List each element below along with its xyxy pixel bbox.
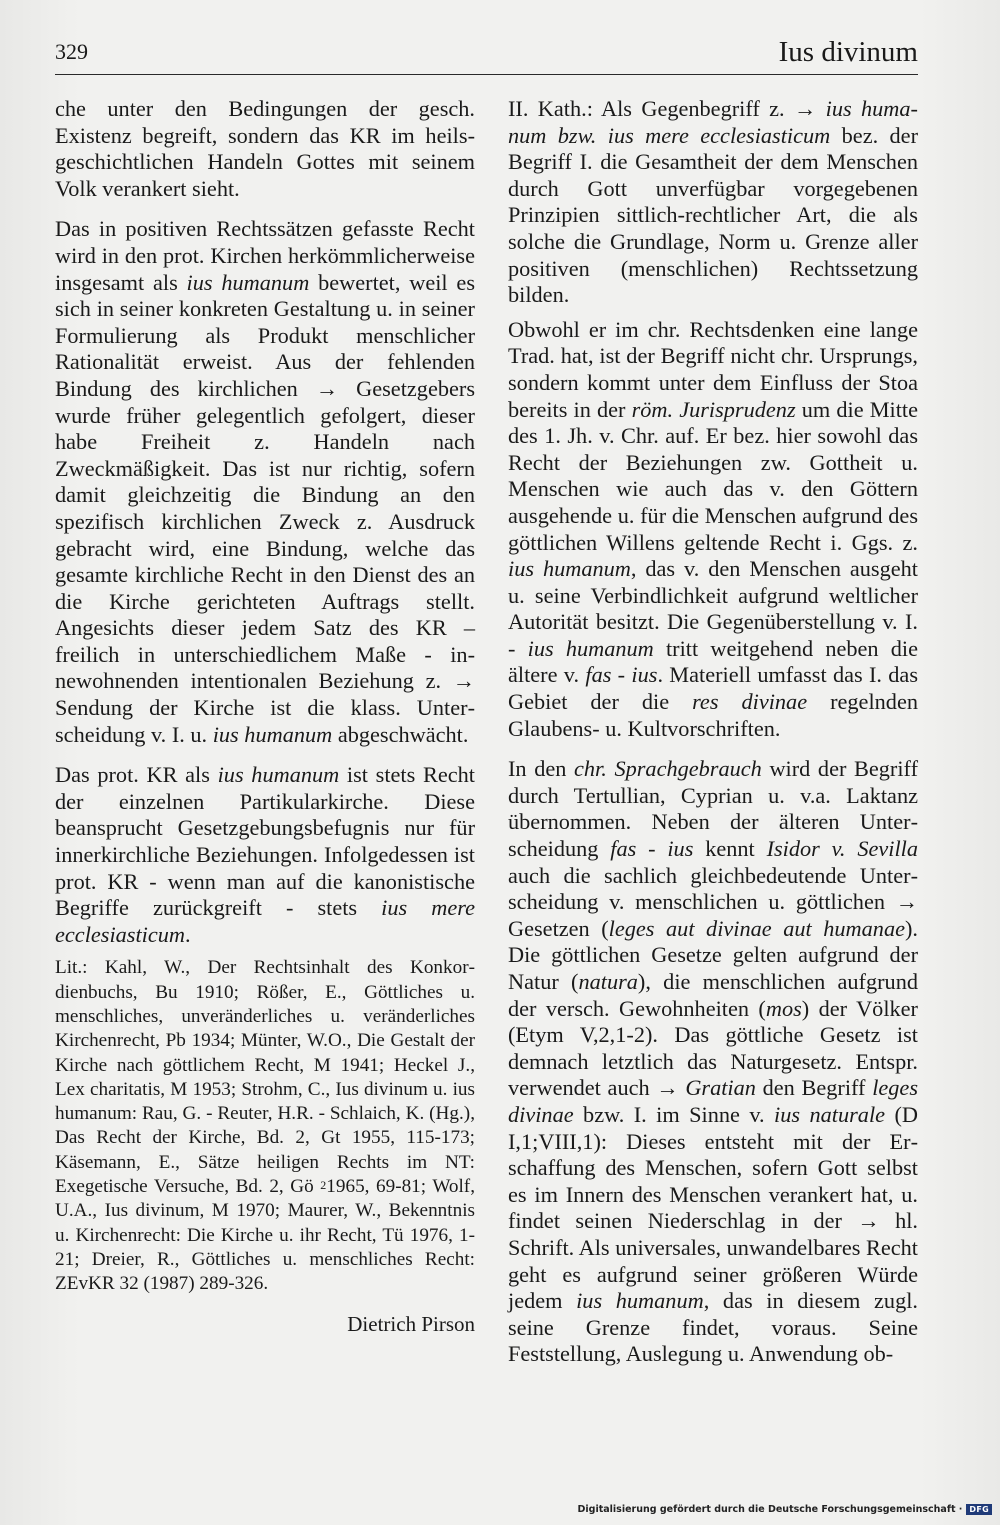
paragraph: II. Kath.: Als Gegenbegriff z. → ius humanum bzw. ius mere ecclesiasticum bez. der Begriff I. die Gesamtheit der dem Menschen durch Gott unverfügbar vorgegebenen Prinzipien sittlich-rechtlicher Art, die als solche die Grundlage, Norm u. Grenze aller positiven (menschlichen) Rechtssetzung bilden. xyxy=(508,96,919,308)
right-column xyxy=(508,96,918,1382)
page-number: 329 xyxy=(55,39,88,64)
paragraph: Das in positiven Rechtssätzen gefasste Recht wird in den prot. Kirchen herkömmlicherweise insgesamt als ius humanum bewertet, weil es sich in seiner konkreten Gestaltung u. in seiner Formulierung als Produkt menschlicher Rationalität erweist. Aus der fehlenden Bindung des kirchlichen → Gesetzgebers wurde früher gelegentlich gefolgert, dieser habe Freiheit z. Handeln nach Zweckmäßigkeit. Das ist nur richtig, sofern damit gleichzeitig die Bindung an den spezifisch kirchlichen Zweck z. Ausdruck gebracht wird, eine Bindung, welche das gesamte kirchliche Recht in den Dienst des an die Kirche gerichteten Auftrags stellt. Angesichts dieser jedem Satz des KR – freilich in unterschiedlichem Maße - innewohnenden intentionalen Beziehung z. → Sendung der Kirche ist die klass. Unterscheidung v. I. u. ius humanum abgeschwächt. xyxy=(55,216,475,747)
literature-references: Lit.: Kahl, W., Der Rechtsinhalt des Konkordienbuchs, Bu 1910; Rößer, E., Göttliches u. menschliches, unveränderliches u. veränderliches Kirchenrecht, Pb 1934; Münter, W.O., Die Gestalt der Kirche nach göttlichem Recht, M 1941; Heckel J., Lex charitatis, M 1953; Strohm, C., Ius divinum u. ius humanum: Rau, G. - Reuter, H.R. - Schlaich, K. (Hg.), Das Recht der Kirche, Bd. 2, Gt 1955, 115-173; Käsemann, E., Sätze heiligen Rechts im NT: Exegetische Versuche, Bd. 2, Gö $^2$1965, 69-81; Wolf, U.A., Ius divinum, M 1970; Maurer, W., Bekenntnis u. Kirchenrecht: Die Kirche u. ihr Recht, Tü 1976, 1-21; Dreier, R., Göttliches u. menschliches Recht: ZEvKR 32 (1987) 289-326. xyxy=(55,957,475,1295)
paragraph: Obwohl er im chr. Rechtsdenken eine lange Trad. hat, ist der Begriff nicht chr. Ursprungs, sondern kommt unter dem Einfluss der Stoa bereits in der röm. Jurisprudenz um die Mitte des 1. Jh. v. Chr. auf. Er bez. hier sowohl das Recht der Beziehungen zw. Gottheit u. Menschen wie auch das v. den Göttern ausgehende u. für die Menschen aufgrund des göttlichen Willens geltende Recht i. Ggs. z. ius humanum, das v. den Menschen ausgeht u. seine Verbindlichkeit aufgrund weltlicher Autorität besitzt. Die Gegenüberstellung v. I. - ius humanum tritt weitgehend neben die ältere v. fas - ius. Materiell umfasst das I. das Gebiet der die res divinae regelnden Glaubens- u. Kultvorschriften. xyxy=(508,316,919,741)
paragraph: Das prot. KR als ius humanum ist stets Recht der einzelnen Partikularkirche. Diese beansprucht Gesetzgebungsbefugnis nur für innerkirchliche Beziehungen. Infolgedessen ist prot. KR - wenn man auf die kanonistische Begriffe zurückgreift - stets ius mere ecclesiasticum. xyxy=(55,762,475,947)
paragraph: che unter den Bedingungen der gesch. Existenz begreift, sondern das KR im heilsgeschichtlichen Handeln Gottes mit seinem Volk verankert sieht. xyxy=(55,96,475,201)
dfg-logo: DFG xyxy=(966,1504,992,1515)
author-name: Dietrich Pirson xyxy=(347,1311,475,1336)
digitization-footer xyxy=(578,1504,992,1515)
paragraph: In den chr. Sprachgebrauch wird der Begriff durch Tertullian, Cyprian u. v.a. Laktanz übernommen. Neben der älteren Unterscheidung fas - ius kennt Isidor v. Sevilla auch die sachlich gleichbedeutende Unterscheidung v. menschlichen u. göttlichen → Gesetzen (leges aut divinae aut humanae). Die göttlichen Gesetze gelten aufgrund der Natur (natura), die menschlichen aufgrund der versch. Gewohnheiten (mos) der Völker (Etym V,2,1-2). Das göttliche Gesetz ist demnach letztlich das Naturgesetz. Entspr. verwendet auch → Gratian den Begriff leges divinae bzw. I. im Sinne v. ius naturale (D I,1;VIII,1): Dieses entsteht mit der Erschaffung des Menschen, sofern Gott selbst es im Innern des Menschen verankert hat, u. findet seinen Niederschlag in der → hl. Schrift. Als universales, unwandelbares Recht geht es aufgrund seiner größeren Würde jedem ius humanum, das in diesem zugl. seine Grenze findet, voraus. Seine Feststellung, Auslegung u. Anwendung ob- xyxy=(508,756,919,1367)
page-header xyxy=(55,30,918,75)
footer-text: Digitalisierung gefördert durch die Deutsche Forschungsgemeinschaft · xyxy=(577,1504,963,1515)
left-column xyxy=(55,96,475,1337)
running-title: Ius divinum xyxy=(778,36,918,68)
